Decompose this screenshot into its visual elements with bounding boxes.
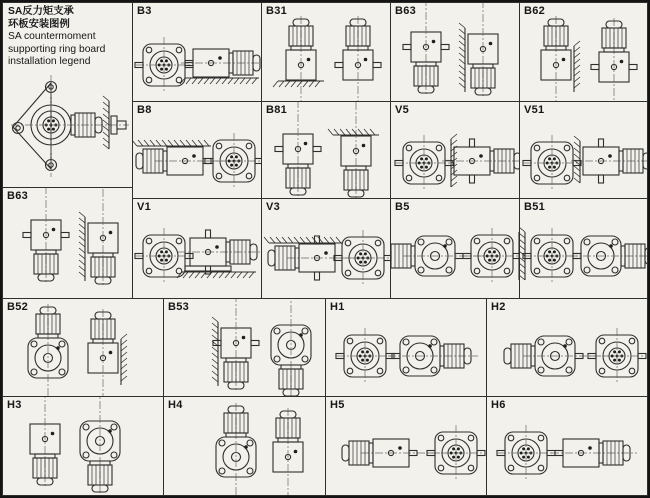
mounting-hatch: [574, 136, 580, 183]
view-front-flange: [523, 135, 581, 191]
gearmotor-drawing-b63-side: [3, 188, 133, 299]
mounting-hatch: [328, 129, 379, 135]
view-gearmotor-unit: [273, 408, 303, 496]
cell-h3: [2, 396, 164, 496]
mounting-hatch: [79, 212, 85, 281]
mounting-hatch: [459, 23, 465, 92]
ringboard-assembly: [11, 75, 129, 177]
ringboard-drawing: [3, 63, 133, 188]
view-gearmotor-unit: [551, 439, 637, 467]
view-gearmotor-unit: [569, 236, 648, 276]
gearmotor-drawing-v1: [133, 199, 262, 299]
cell-label-v51: V51: [524, 104, 545, 116]
view-gearmotor-unit: [28, 304, 68, 397]
gearmotor-drawing-b5: [391, 199, 520, 299]
cell-h4: [163, 396, 326, 496]
gearmotor-drawing-b31: [262, 3, 391, 102]
view-gearmotor-unit: [275, 102, 321, 198]
cell-h6: [486, 396, 648, 496]
cell-b31: [261, 2, 391, 102]
view-front-flange: [135, 37, 193, 93]
gearmotor-drawing-h3: [3, 397, 164, 496]
view-gearmotor-unit: [388, 336, 478, 376]
mounting-hatch: [212, 317, 218, 386]
cell-b63: [390, 2, 520, 102]
mounting-hatch: [133, 140, 211, 146]
cell-label-h6: H6: [491, 399, 506, 411]
cell-label-h5: H5: [330, 399, 345, 411]
mounting-hatch: [574, 41, 580, 92]
gearmotor-drawing-h1: [326, 299, 487, 397]
cell-label-h4: H4: [168, 399, 183, 411]
cell-label-b3: B3: [137, 5, 152, 17]
view-front-flange: [463, 227, 520, 284]
cell-b63-side: [2, 187, 133, 299]
cell-label-b5: B5: [395, 201, 410, 213]
view-front-flange: [336, 328, 394, 384]
view-front-flange: [395, 134, 457, 191]
view-front-flange: [588, 328, 646, 384]
gearmotor-drawing-h6: [487, 397, 648, 496]
view-front-flange: [520, 227, 581, 284]
cell-b51: [519, 198, 648, 299]
cell-b8: [132, 101, 262, 199]
view-gearmotor-unit: [80, 397, 120, 495]
legend-line-en-2: supporting ring board: [8, 43, 106, 55]
cell-label-v5: V5: [395, 104, 410, 116]
gearmotor-drawing-b3: [133, 3, 262, 102]
view-gearmotor-unit: [328, 102, 379, 199]
view-gearmotor-unit: [88, 309, 127, 397]
gearmotor-drawing-b52: [3, 299, 164, 397]
legend-line-en-1: SA countermoment: [8, 31, 96, 42]
cell-label-h3: H3: [7, 399, 22, 411]
gearmotor-drawing-b62: [520, 3, 648, 102]
view-gearmotor-unit: [23, 188, 69, 284]
cell-label-b63: B63: [395, 5, 417, 17]
view-front-flange: [334, 230, 391, 286]
view-gearmotor-unit: [212, 299, 259, 392]
gearmotor-drawing-h4: [164, 397, 326, 496]
view-gearmotor-unit: [571, 136, 648, 183]
gearmotor-drawing-v3: [262, 199, 391, 299]
legend-line-cn-1: SA反力矩支承: [8, 6, 74, 17]
view-gearmotor-unit: [442, 139, 520, 183]
cell-label-b62: B62: [524, 5, 546, 17]
view-front-flange: [497, 425, 555, 481]
gearmotor-drawing-b63: [391, 3, 520, 102]
cell-b3: [132, 2, 262, 102]
cell-label-b53: B53: [168, 301, 190, 313]
cell-v3: [261, 198, 391, 299]
view-front-flange: [427, 425, 485, 481]
view-gearmotor-unit: [30, 397, 60, 488]
motor-glyph: [391, 244, 415, 268]
cell-b81: [261, 101, 391, 199]
cell-b5: [390, 198, 520, 299]
gearmotor-drawing-v51: [520, 102, 648, 199]
mounting-hatch: [273, 81, 324, 87]
legend-line-en-3: installation legend: [8, 56, 91, 67]
view-front-flange: [135, 228, 193, 284]
cell-label-b8: B8: [137, 104, 152, 116]
mounting-hatch: [264, 237, 343, 243]
view-front-flange: [205, 133, 262, 189]
cell-label-b51: B51: [524, 201, 546, 213]
cell-label-b52: B52: [7, 301, 29, 313]
cell-v1: [132, 198, 262, 299]
gearmotor-drawing-b53: [164, 299, 326, 397]
cell-label-b63-side: B63: [7, 190, 29, 202]
view-gearmotor-unit: [335, 16, 381, 102]
cell-v51: [519, 101, 648, 199]
gearmotor-drawing-v5: [391, 102, 520, 199]
mounting-hatch: [180, 78, 259, 84]
view-gearmotor-unit: [541, 16, 580, 102]
mounting-hatch: [121, 334, 127, 385]
view-gearmotor-unit: [271, 299, 311, 397]
cell-label-b81: B81: [266, 104, 288, 116]
view-gearmotor-unit: [79, 189, 118, 287]
gearmotor-drawing-b81: [262, 102, 391, 199]
cell-label-h1: H1: [330, 301, 345, 313]
gearmotor-drawing-b8: [133, 102, 262, 199]
view-gearmotor-unit: [216, 403, 256, 496]
mounting-hatch: [177, 272, 256, 278]
cell-h2: [486, 298, 648, 397]
view-gearmotor-unit: [177, 230, 262, 278]
view-gearmotor-unit: [273, 16, 324, 102]
cell-h5: [325, 396, 487, 496]
view-gearmotor-unit: [459, 3, 498, 98]
legend-text: [8, 6, 130, 69]
gearmotor-drawing-h5: [326, 397, 487, 496]
cell-label-v3: V3: [266, 201, 281, 213]
gearmotor-drawing-h2: [487, 299, 648, 397]
legend-line-cn-2: 环板安装图例: [8, 18, 70, 30]
view-gearmotor-unit: [180, 49, 262, 84]
view-gearmotor-unit: [591, 18, 637, 102]
cell-label-b31: B31: [266, 5, 288, 17]
cell-b52: [2, 298, 164, 397]
cell-v5: [390, 101, 520, 199]
cell-h1: [325, 298, 487, 397]
view-gearmotor-unit: [133, 140, 241, 175]
mounting-hatch: [103, 96, 109, 149]
cell-b62: [519, 2, 648, 102]
cell-b53: [163, 298, 326, 397]
cell-legend: [2, 2, 133, 188]
cell-label-h2: H2: [491, 301, 506, 313]
cell-label-v1: V1: [137, 201, 152, 213]
gearmotor-drawing-b51: [520, 199, 648, 299]
